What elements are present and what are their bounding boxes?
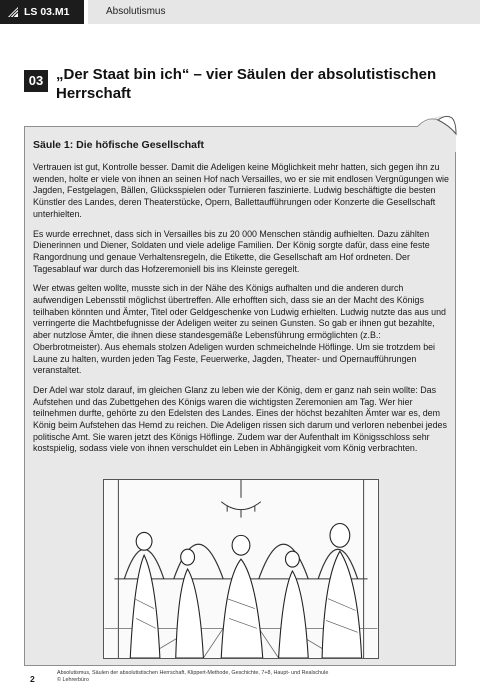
- footer-line: © Lehrerbüro: [57, 677, 89, 683]
- footer-line: Absolutismus, Säulen der absolutistischen Herrschaft, Klippert-Methode, Geschichte, 7+8, Haupt- und Realschule: [57, 670, 329, 676]
- paragraph: Wer etwas gelten wollte, musste sich in der Nähe des Königs aufhalten und die anderen durch aufwendigen Lebensstil möglichst übertreffen. Alle erhofften sich, dass sie an der Macht des Königs teilhaben könnten und Ämter, Titel oder Geldgeschenke von Ludwig erhielten. Ludwig nutzte das aus und verringerte die Machtbefugnisse der Adeligen weiter zu seinen Gunsten. So gab er ihnen gut bezahlte, aber nutzlose Ämter, die ihnen diese standesgemäße Lebensführung ermöglichten (z.B.: Oberbrotmeister). Aus ehemals stolzen Adeligen wurden schmeichelnde Höflinge. Um sie trotzdem bei Laune zu halten, wurden jeden Tag Feste, Feuerwerke, Jagden, Theater- und Opernaufführungen veranstaltet.: [33, 283, 446, 376]
- page-curl-icon: [416, 112, 458, 152]
- stair-triangle-icon: [8, 7, 18, 17]
- page-title: „Der Staat bin ich“ – vier Säulen der absolutistischen Herrschaft: [56, 66, 437, 102]
- paragraph: Der Adel war stolz darauf, im gleichen Glanz zu leben wie der König, dem er ganz nah sein wollte: Das Aufstehen und das Zubettgehen des Königs waren die wichtigsten Zeremonien am Tag. Wer hier teilnehmen durfte, gehörte zu den Edelsten des Landes. Eines der höchst bezahlten Ämter war es, dem König beim Aufstehen das Hemd zu reichen. Die Adeligen rissen sich darum und verloren nebenbei jedes politische Amt. Sie waren jetzt des Königs Höflinge. Zudem war der Aufenthalt im Königsschloss sehr kostspielig, sodass viele von ihnen verschuldet ein Leben in Abhängigkeit vom König verbrachten.: [33, 384, 447, 454]
- court-illustration: [103, 479, 379, 659]
- header-bar: [0, 0, 480, 24]
- section-number: 03: [24, 70, 48, 92]
- header-code-block: [0, 0, 84, 24]
- paragraph: Vertrauen ist gut, Kontrolle besser. Damit die Adeligen keine Möglichkeit mehr hatten, sich gegen ihn zu wenden, holte er viele von ihnen an seinen Hof nach Versailles, wo er sie mit endlosen Vergnügungen wie Jagden, Festgelagen, Bällen, Glücksspielen oder Turnieren faszinierte. Ludwig beschäftigte die besten Künstler des Landes, deren Theaterstücke, Opern, Ballettaufführungen oder Konzerte die Gesellschaft unterhielten.: [33, 162, 449, 219]
- page-number: 2: [30, 674, 35, 684]
- paragraph: Es wurde errechnet, dass sich in Versailles bis zu 20 000 Menschen ständig aufhielten. Dazu zählten Dienerinnen und Diener, Soldaten und viele adelige Familien. Der König sorgte dafür, dass eine feste Rangordnung und genaue Verhaltensregeln, die Etikette, die Gesellschaft am Hof ordneten. Der Tagesablauf war durch das Hofzeremoniell bis ins Kleinste geregelt.: [33, 228, 430, 274]
- header-code: LS 03.M1: [24, 6, 70, 18]
- header-section: Absolutismus: [88, 0, 480, 24]
- content-box: [24, 126, 456, 666]
- content-subheading: Säule 1: Die höfische Gesellschaft: [33, 139, 204, 151]
- footer-credits: [57, 670, 457, 684]
- content-body: [33, 139, 449, 463]
